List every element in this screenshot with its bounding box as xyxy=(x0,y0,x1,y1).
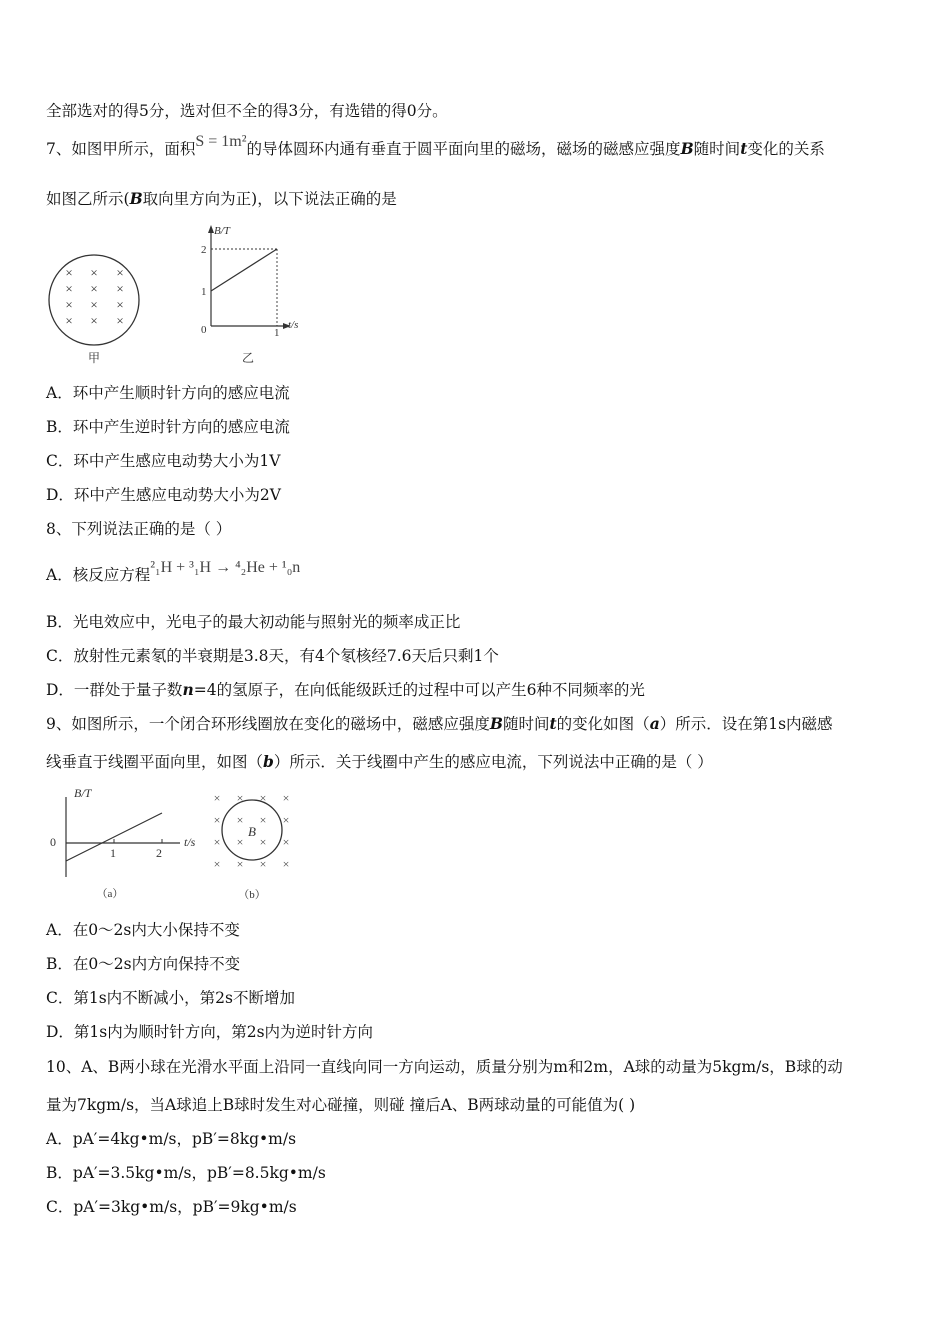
yi-y-axis-label: B/T xyxy=(214,225,230,237)
graph-b-line xyxy=(211,249,277,291)
q9-l1a: 9、如图所示，一个闭合环形线圈放在变化的磁场中，磁感应强度 xyxy=(46,715,490,733)
q7-var-t: t xyxy=(740,139,748,158)
q7-option-c: C．环中产生感应电动势大小为1V xyxy=(46,452,281,470)
svg-text:×: × xyxy=(116,297,124,312)
q8-var-n: n xyxy=(182,680,194,699)
fig-b-caption: （b） xyxy=(238,889,266,901)
q7-var-b: B xyxy=(680,139,694,158)
svg-text:×: × xyxy=(282,791,290,805)
q8-option-c: C．放射性元素氡的半衰期是3.8天，有4个氡核经7.6天后只剩1个 xyxy=(46,647,499,665)
fig-jia-label: 甲 xyxy=(87,351,101,365)
q7-line2-var-b: B xyxy=(129,189,143,208)
q8-stem: 8、下列说法正确的是（ ） xyxy=(46,520,232,538)
q7-line2-suffix: 取向里方向为正)，以下说法正确的是 xyxy=(142,190,397,208)
q7-area-formula: S = 1m² xyxy=(195,133,247,150)
yi-x-tick-1: 1 xyxy=(274,327,280,339)
svg-text:×: × xyxy=(90,313,98,328)
q10-stem-line2: 量为7kgm/s，当A球追上B球时发生对心碰撞，则碰 撞后A、B两球动量的可能值为( ) xyxy=(46,1096,636,1114)
q8-option-b: B．光电效应中，光电子的最大初动能与照射光的频率成正比 xyxy=(46,613,461,631)
q7-stem-line1 xyxy=(46,133,825,160)
svg-text:×: × xyxy=(282,835,290,849)
q10-option-c: C．pA′=3kg•m/s，pB′=9kg•m/s xyxy=(46,1198,297,1216)
q7-stem-mid: 的导体圆环内通有垂直于圆平面向里的磁场，磁场的磁感应强度 xyxy=(246,140,681,158)
q7-stem-prefix: 7、如图甲所示，面积 xyxy=(46,140,196,158)
q8-nuclear-equation: ²₁H + ³₁H → ⁴₂He + ¹₀n xyxy=(150,559,301,576)
svg-text:×: × xyxy=(65,265,73,280)
svg-text:×: × xyxy=(259,857,267,871)
q9-var-b: B xyxy=(489,714,503,733)
q8-option-a-prefix: A．核反应方程 xyxy=(46,566,151,584)
svg-text:×: × xyxy=(282,813,290,827)
q8-option-d xyxy=(46,680,645,700)
fig-yi-label: 乙 xyxy=(241,351,255,365)
q9-var-b2: b xyxy=(263,752,274,771)
svg-text:×: × xyxy=(116,313,124,328)
svg-text:×: × xyxy=(116,265,124,280)
svg-text:×: × xyxy=(213,857,221,871)
q9-l1c: 的变化如图（ xyxy=(556,715,650,733)
svg-text:×: × xyxy=(236,835,244,849)
svg-text:×: × xyxy=(236,813,244,827)
svg-text:×: × xyxy=(65,281,73,296)
q10-option-a: A．pA′=4kg•m/s，pB′=8kg•m/s xyxy=(46,1130,297,1148)
fig-b-center-label: B xyxy=(248,824,256,839)
q7-option-b: B．环中产生逆时针方向的感应电流 xyxy=(46,418,290,436)
field-into-page-marks xyxy=(65,265,123,328)
a-y-axis-label: B/T xyxy=(74,786,92,800)
yi-x-axis-label: t/s xyxy=(288,319,299,331)
q9-stem-line2 xyxy=(46,752,713,772)
svg-text:×: × xyxy=(236,791,244,805)
svg-text:×: × xyxy=(259,835,267,849)
svg-text:×: × xyxy=(90,297,98,312)
svg-text:×: × xyxy=(90,281,98,296)
q7-figure-yi xyxy=(190,222,320,367)
a-x-tick-1: 1 xyxy=(110,846,116,860)
a-origin: 0 xyxy=(50,835,56,849)
q9-option-a: A．在0～2s内大小保持不变 xyxy=(46,921,240,939)
q9-l1d: ）所示．设在第1s内磁感 xyxy=(659,715,833,733)
a-x-tick-2: 2 xyxy=(156,846,162,860)
svg-text:×: × xyxy=(213,835,221,849)
q9-stem-line1 xyxy=(46,714,833,734)
yi-origin: 0 xyxy=(201,324,207,336)
q8-option-a xyxy=(46,559,301,586)
svg-text:×: × xyxy=(90,265,98,280)
svg-text:×: × xyxy=(213,791,221,805)
svg-text:×: × xyxy=(259,791,267,805)
q7-figure-jia xyxy=(44,252,144,367)
q9-var-a: a xyxy=(649,714,660,733)
q9-option-d: D．第1s内为顺时针方向，第2s内为逆时针方向 xyxy=(46,1023,374,1041)
q8-option-d-prefix: D．一群处于量子数 xyxy=(46,681,183,699)
fig-a-caption: （a） xyxy=(96,888,124,900)
q9-figure-a xyxy=(44,783,204,905)
svg-text:×: × xyxy=(236,857,244,871)
svg-text:×: × xyxy=(259,813,267,827)
svg-text:×: × xyxy=(65,297,73,312)
q9-l1b: 随时间 xyxy=(502,715,550,733)
q9-figure-b xyxy=(208,786,300,906)
q7-stem-line2 xyxy=(46,189,397,209)
svg-text:×: × xyxy=(65,313,73,328)
intro-text: 全部选对的得5分，选对但不全的得3分，有选错的得0分。 xyxy=(46,102,448,120)
yi-tick-1: 1 xyxy=(201,286,207,298)
a-x-axis-label: t/s xyxy=(184,835,196,849)
q9-option-b: B．在0～2s内方向保持不变 xyxy=(46,955,241,973)
q7-option-d: D．环中产生感应电动势大小为2V xyxy=(46,486,281,504)
q9-var-t: t xyxy=(549,714,557,733)
q9-option-c: C．第1s内不断减小，第2s不断增加 xyxy=(46,989,295,1007)
q8-option-d-suffix: =4的氢原子，在向低能级跃迁的过程中可以产生6种不同频率的光 xyxy=(193,681,645,699)
q10-option-b: B．pA′=3.5kg•m/s，pB′=8.5kg•m/s xyxy=(46,1164,326,1182)
svg-text:×: × xyxy=(282,857,290,871)
svg-text:×: × xyxy=(116,281,124,296)
q9-l2c: ）所示．关于线圈中产生的感应电流，下列说法中正确的是（ ） xyxy=(273,753,713,771)
svg-text:×: × xyxy=(213,813,221,827)
yi-tick-2: 2 xyxy=(201,244,207,256)
q7-line2-prefix: 如图乙所示( xyxy=(46,190,130,208)
q7-stem-mid2: 随时间 xyxy=(693,140,741,158)
q7-stem-end: 变化的关系 xyxy=(747,140,825,158)
q10-stem-line1: 10、A、B两小球在光滑水平面上沿同一直线向同一方向运动，质量分别为m和2m，A球的动量为5kgm/s，B球的动 xyxy=(46,1058,843,1076)
q9-l2a: 线垂直于线圈平面向里，如图（ xyxy=(46,753,264,771)
q7-option-a: A．环中产生顺时针方向的感应电流 xyxy=(46,384,290,402)
